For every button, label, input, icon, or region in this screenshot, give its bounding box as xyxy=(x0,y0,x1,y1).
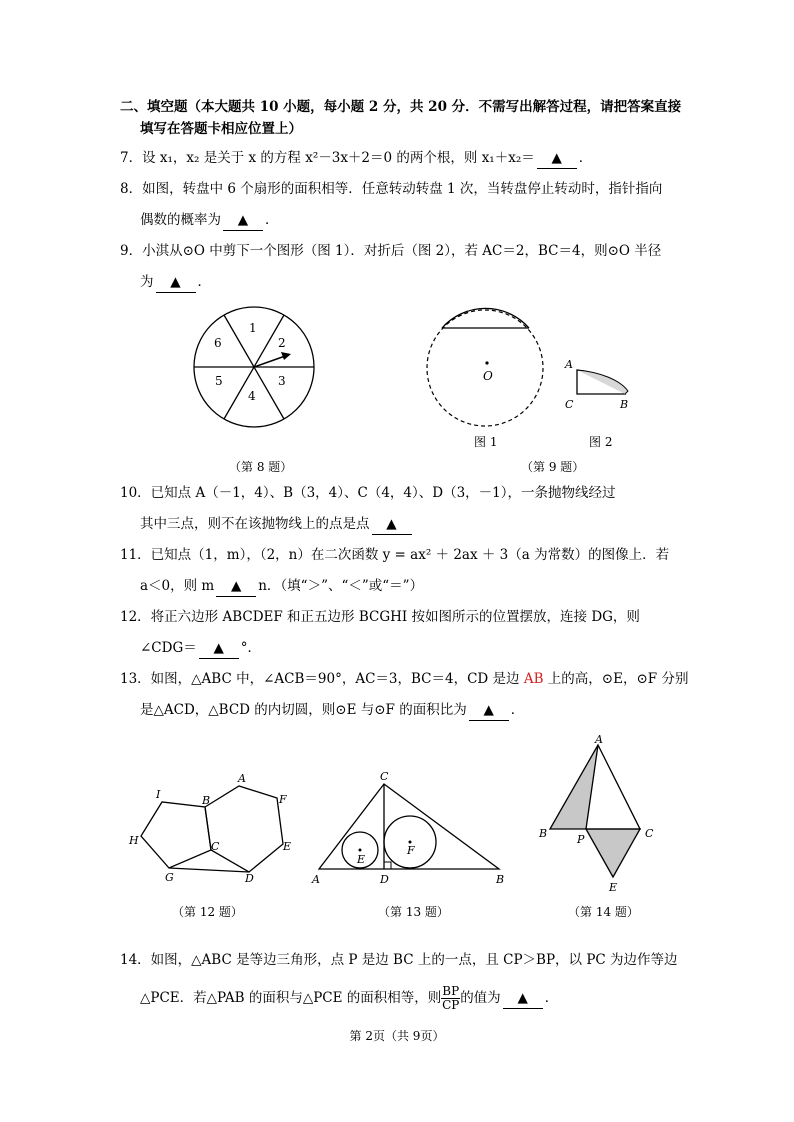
q9-line2: 为 xyxy=(140,274,154,290)
label-A: A xyxy=(238,772,246,785)
q11-line2a: a＜0，则 m xyxy=(140,578,215,594)
section-title-cont: 填写在答题卡相应位置上） xyxy=(140,121,302,137)
fig9-cap1: 图 1 xyxy=(474,435,498,449)
q13-blank: ▲ xyxy=(469,700,509,721)
q14-blank: ▲ xyxy=(503,988,543,1009)
circle-cut-figure xyxy=(425,300,640,435)
fig9-caption: （第 9 题） xyxy=(521,460,585,474)
question-12-line2 xyxy=(140,638,261,659)
q8-line1: 8．如图，转盘中 6 个扇形的面积相等．任意转动转盘 1 次，当转盘停止转动时，指针指向 xyxy=(120,181,663,197)
label-P: P xyxy=(577,833,585,846)
label-D: D xyxy=(245,872,254,885)
question-11-line2 xyxy=(140,576,423,597)
section-title: 二、填空题（本大题共 10 小题，每小题 2 分，共 20 分．不需写出解答过程，请把答案直接 xyxy=(120,99,682,115)
frac-denominator: CP xyxy=(442,998,460,1012)
label-D: D xyxy=(380,873,389,886)
label-I: I xyxy=(156,788,161,801)
q13-line1b: 上的高，⊙E，⊙F 分别 xyxy=(543,671,689,687)
equilateral-triangles-figure xyxy=(536,733,666,895)
q12-line1: 12．将正六边形 ABCDEF 和正五边形 BCGHI 按如图所示的位置摆放，连接 DG，则 xyxy=(120,609,640,625)
label-A: A xyxy=(565,358,573,371)
q14-line2a: △PCE．若△PAB 的面积与△PCE 的面积相等，则 xyxy=(140,990,442,1006)
label-F: F xyxy=(407,844,415,857)
question-14-line2 xyxy=(140,985,558,1012)
hexagon-pentagon-figure xyxy=(125,770,305,890)
question-8-line2 xyxy=(140,210,279,231)
q10-line2: 其中三点，则不在该抛物线上的点是点 xyxy=(140,516,370,532)
q8-blank: ▲ xyxy=(223,210,263,231)
fig14-caption: （第 14 题） xyxy=(568,905,639,919)
question-13-line1 xyxy=(120,669,688,689)
label-O: O xyxy=(483,369,493,383)
q8-end: ． xyxy=(265,212,279,228)
sector-label-1: 1 xyxy=(249,321,257,335)
q12-line2b: °． xyxy=(240,640,261,656)
label-F: F xyxy=(279,793,287,806)
fig8-caption: （第 8 题） xyxy=(229,460,293,474)
label-E: E xyxy=(357,853,366,866)
question-9-line2 xyxy=(140,272,211,293)
q11-blank: ▲ xyxy=(216,576,256,597)
sector-label-6: 6 xyxy=(214,336,222,350)
q9-line1: 9．小淇从⊙O 中剪下一个图形（图 1）．对折后（图 2），若 AC＝2，BC＝4，则⊙O 半径 xyxy=(120,243,662,259)
label-G: G xyxy=(165,871,174,884)
label-B: B xyxy=(202,794,211,807)
q13-end: ． xyxy=(510,702,525,718)
sector-label-2: 2 xyxy=(278,336,286,350)
label-A: A xyxy=(595,733,603,746)
q7-blank: ▲ xyxy=(537,148,577,169)
label-H: H xyxy=(129,834,139,847)
label-C: C xyxy=(565,398,574,411)
label-B: B xyxy=(539,827,548,840)
label-E: E xyxy=(609,881,618,894)
sector-label-3: 3 xyxy=(278,374,286,388)
q8-line2: 偶数的概率为 xyxy=(140,212,221,228)
label-C: C xyxy=(211,840,220,853)
sector-label-5: 5 xyxy=(215,374,223,388)
q11-line2b: n．（填“＞”、“＜”或“＝”） xyxy=(258,578,424,594)
q13-line2: 是△ACD，△BCD 的内切圆，则⊙E 与⊙F 的面积比为 xyxy=(140,702,467,718)
q10-blank: ▲ xyxy=(372,514,412,535)
pointer-arrow-icon xyxy=(281,352,291,360)
fig13-caption: （第 13 题） xyxy=(378,905,449,919)
question-7 xyxy=(120,148,592,169)
label-E: E xyxy=(283,840,292,853)
fig12-caption: （第 12 题） xyxy=(172,905,243,919)
q13-red-ab: AB xyxy=(523,671,544,687)
sector-label-4: 4 xyxy=(248,389,256,403)
q7-end: ． xyxy=(578,150,593,166)
label-A: A xyxy=(312,873,320,886)
label-B: B xyxy=(620,398,629,411)
q10-line1: 10．已知点 A（－1，4）、B（3，4）、C（4，4）、D（3，－1），一条抛物线经过 xyxy=(120,485,616,501)
q9-blank: ▲ xyxy=(156,272,196,293)
spinner-figure xyxy=(190,305,330,435)
q13-line1a: 13．如图，△ABC 中，∠ACB＝90°，AC＝3，BC＝4，CD 是边 xyxy=(120,671,524,687)
right-triangle-incircles-figure xyxy=(308,768,518,888)
bp-cp-fraction xyxy=(441,985,460,1012)
q14-line2b: 的值为 xyxy=(460,990,501,1006)
fig9-cap2: 图 2 xyxy=(589,435,613,449)
page-footer: 第 2页（共 9页） xyxy=(349,1029,445,1043)
q12-line2a: ∠CDG＝ xyxy=(140,640,197,656)
q11-line1: 11．已知点（1，m），（2，n）在二次函数 y = ax² ＋ 2ax ＋ 3（a 为常数）的图像上．若 xyxy=(120,547,670,563)
q12-blank: ▲ xyxy=(199,638,239,659)
q14-line1: 14．如图，△ABC 是等边三角形，点 P 是边 BC 上的一点，且 CP＞BP，以 PC 为边作等边 xyxy=(120,952,678,968)
q14-end: ． xyxy=(544,990,559,1006)
q7-text: 7．设 x₁，x₂ 是关于 x 的方程 x²－3x＋2＝0 的两个根，则 x₁＋x₂＝ xyxy=(120,150,535,166)
label-C: C xyxy=(380,770,389,783)
question-10-line2 xyxy=(140,514,414,535)
frac-numerator: BP xyxy=(442,984,460,998)
q9-end: ． xyxy=(197,274,211,290)
center-dot xyxy=(485,361,488,364)
question-13-line2 xyxy=(140,700,524,721)
label-C: C xyxy=(645,827,654,840)
label-B: B xyxy=(496,873,505,886)
